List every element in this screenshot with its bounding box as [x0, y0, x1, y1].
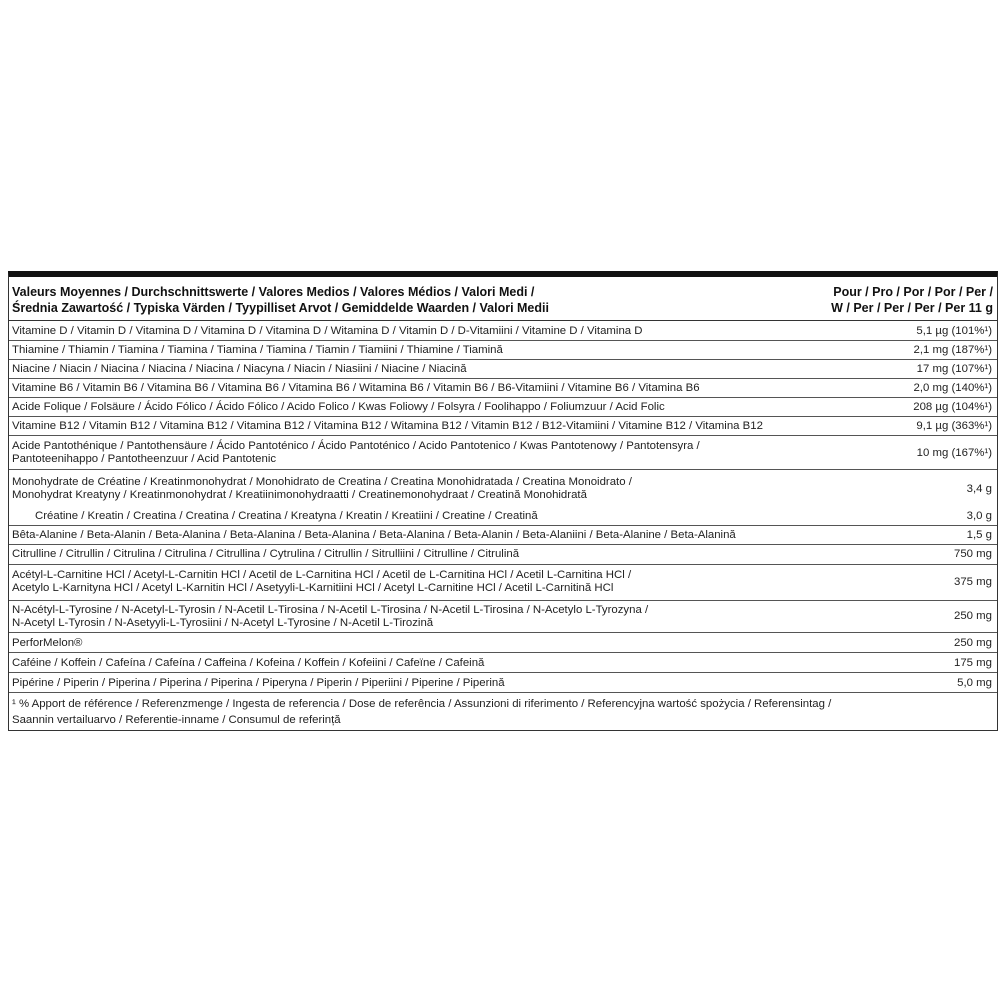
- nutrient-name: N-Acétyl-L-Tyrosine / N-Acetyl-L-Tyrosin / N-Acetil L-Tirosina / N-Acetil L-Tirosina / N-Acetil L-Tirosina / N-Acetylo L-Tyrozyna /: [12, 604, 649, 616]
- nutrient-value: 10 mg (167%¹): [916, 447, 992, 459]
- nutrient-value: 3,0 g: [966, 510, 992, 522]
- nutrient-value: 9,1 µg (363%¹): [916, 420, 992, 432]
- nutrient-name: Thiamine / Thiamin / Tiamina / Tiamina / Tiamina / Tiamina / Tiamin / Tiamiini / Thiamine / Tiamină: [12, 344, 503, 356]
- nutrient-value: 175 mg: [954, 657, 992, 669]
- header-left-line-2: Średnia Zawartość / Typiska Värden / Tyypilliset Arvot / Gemiddelde Waarden / Valori Medii: [12, 301, 549, 315]
- nutrient-name: Créatine / Kreatin / Creatina / Creatina / Creatina / Kreatyna / Kreatin / Kreatiini / Creatine / Creatină: [35, 510, 538, 522]
- nutrient-value: 5,0 mg: [957, 677, 992, 689]
- footnote-line-2: Saannin vertailuarvo / Referentie-inname / Consumul de referință: [12, 714, 341, 726]
- nutrient-name: Niacine / Niacin / Niacina / Niacina / Niacina / Niacyna / Niacin / Niasiini / Niacine / Niacină: [12, 363, 467, 375]
- nutrient-value: 2,0 mg (140%¹): [913, 382, 992, 394]
- header-right-line-2: W / Per / Per / Per / Per 11 g: [831, 301, 993, 315]
- table-row: [9, 565, 997, 601]
- nutrient-name: Acide Folique / Folsäure / Ácido Fólico / Ácido Fólico / Acido Folico / Kwas Foliowy / Folsyra / Foolihappo / Foliumzuur / Acid Folic: [12, 401, 665, 413]
- table-row: [9, 673, 997, 693]
- header-left-line-1: Valeurs Moyennes / Durchschnittswerte / Valores Medios / Valores Médios / Valori Medi /: [12, 285, 535, 299]
- header-per-serving: [831, 284, 993, 316]
- nutrient-name: Pipérine / Piperin / Piperina / Piperina / Piperina / Piperyna / Piperin / Piperiini / Piperine / Piperină: [12, 677, 505, 689]
- nutrient-name-continued: Monohydrat Kreatyny / Kreatinmonohydrat / Kreatiinimonohydraatti / Creatinemonohydraat / Creatină Monohidrată: [12, 489, 587, 501]
- table-row: [9, 545, 997, 565]
- table-row: [9, 398, 997, 417]
- table-row: [9, 436, 997, 470]
- table-row: [9, 505, 997, 526]
- nutrient-name-continued: Acetylo L-Karnityna HCl / Acetyl L-Karnitin HCl / Asetyyli-L-Karnitiini HCl / Acetyl L-Carnitine HCl / Acetil L-Carnitină HCl: [12, 582, 614, 594]
- nutrient-value: 5,1 µg (101%¹): [916, 325, 992, 337]
- table-row: [9, 526, 997, 545]
- header-average-values: [12, 284, 549, 316]
- nutrient-value: 2,1 mg (187%¹): [913, 344, 992, 356]
- nutrient-name: Citrulline / Citrullin / Citrulina / Citrulina / Citrullina / Cytrulina / Citrullin / Sitrulliini / Citrulline / Citrulină: [12, 548, 520, 560]
- nutrient-value: 250 mg: [954, 610, 992, 622]
- nutrient-name: Caféine / Koffein / Cafeína / Cafeína / Caffeina / Kofeina / Koffein / Kofeiini / Cafeïne / Cafeină: [12, 657, 485, 669]
- table-row: [9, 653, 997, 673]
- nutrient-name: Vitamine B6 / Vitamin B6 / Vitamina B6 / Vitamina B6 / Vitamina B6 / Witamina B6 / Vitamin B6 / B6-Vitamiini / Vitamine B6 / Vitamina B6: [12, 382, 700, 394]
- header-right-line-1: Pour / Pro / Por / Por / Per /: [833, 285, 993, 299]
- nutrient-name: Acide Pantothénique / Pantothensäure / Ácido Pantoténico / Ácido Pantoténico / Acido Pantotenico / Kwas Pantotenowy / Pantotensyra /: [12, 440, 700, 452]
- nutrient-value: 375 mg: [954, 576, 992, 588]
- nutrient-value: 250 mg: [954, 637, 992, 649]
- nutrient-name: Vitamine B12 / Vitamin B12 / Vitamina B12 / Vitamina B12 / Vitamina B12 / Witamina B12 / Vitamin B12 / B12-Vitamiini / Vitamine B12 / Vitamina B12: [12, 420, 763, 432]
- nutrient-value: 1,5 g: [966, 529, 992, 541]
- table-row: [9, 341, 997, 360]
- nutrient-value: 17 mg (107%¹): [916, 363, 992, 375]
- nutrient-name: Bêta-Alanine / Beta-Alanin / Beta-Alanina / Beta-Alanina / Beta-Alanina / Beta-Alanina / Beta-Alanin / Beta-Alaniini / Beta-Alanine / Beta-Alanină: [12, 529, 736, 541]
- nutrient-name-continued: Pantoteenihappo / Pantotheenzuur / Acid Pantotenic: [12, 453, 277, 465]
- nutrient-name: PerforMelon®: [12, 637, 83, 649]
- reference-intake-footnote: [12, 696, 831, 728]
- table-row: [9, 417, 997, 436]
- table-row: [9, 360, 997, 379]
- nutrient-value: 750 mg: [954, 548, 992, 560]
- table-header: [9, 277, 997, 321]
- nutrient-name-continued: N-Acetyl L-Tyrosin / N-Asetyyli-L-Tyrosiini / N-Acetyl L-Tyrosine / N-Acetil L-Tirozină: [12, 617, 434, 629]
- nutrient-name: Acétyl-L-Carnitine HCl / Acetyl-L-Carnitin HCl / Acetil de L-Carnitina HCl / Acetil de L-Carnitina HCl / Acetil L-Carnitina HCl /: [12, 569, 632, 581]
- table-row: [9, 379, 997, 398]
- nutrient-name: Monohydrate de Créatine / Kreatinmonohydrat / Monohidrato de Creatina / Creatina Monohidratada / Creatina Monoidrato /: [12, 476, 632, 488]
- table-row: [9, 601, 997, 633]
- nutrient-value: 3,4 g: [966, 483, 992, 495]
- table-row: [9, 633, 997, 653]
- footnote-line-1: ¹ % Apport de référence / Referenzmenge / Ingesta de referencia / Dose de referência / Assunzioni di riferimento / Referencyjna wartość spożycia / Referensintag /: [12, 698, 832, 710]
- table-row: [9, 321, 997, 341]
- nutrition-table: [8, 271, 998, 731]
- nutrient-value: 208 µg (104%¹): [913, 401, 992, 413]
- nutrient-name: Vitamine D / Vitamin D / Vitamina D / Vitamina D / Vitamina D / Witamina D / Vitamin D / D-Vitamiini / Vitamine D / Vitamina D: [12, 325, 643, 337]
- table-row: [9, 470, 997, 505]
